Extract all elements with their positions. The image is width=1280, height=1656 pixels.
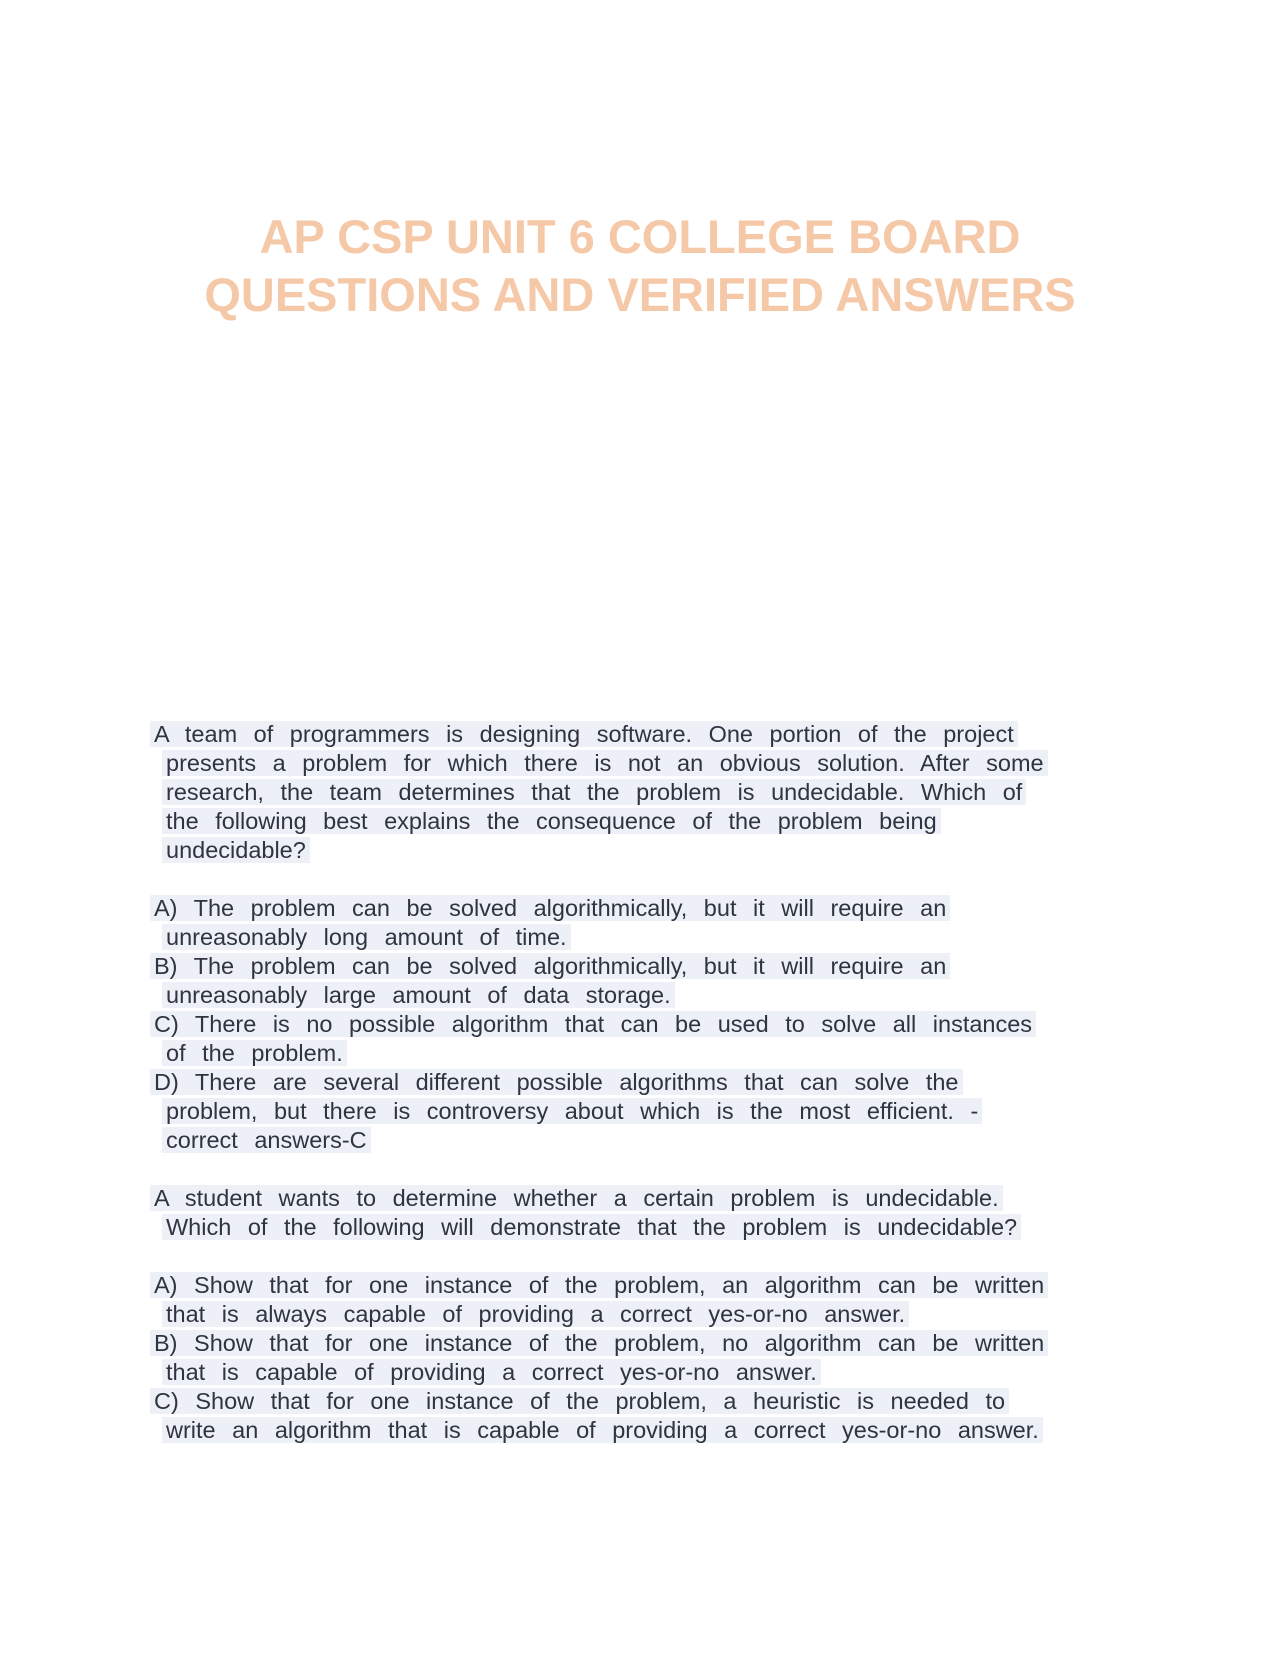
document-title xyxy=(0,208,1280,324)
question-2 xyxy=(150,1184,1130,1445)
text-line: undecidable? xyxy=(162,837,310,863)
paragraph-gap xyxy=(150,1155,1130,1184)
option-line: A) The problem can be solved algorithmically, but it will require an xyxy=(150,895,950,921)
option-line: B) The problem can be solved algorithmically, but it will require an xyxy=(150,953,950,979)
text-line: A student wants to determine whether a certain problem is undecidable. xyxy=(150,1185,1003,1211)
paragraph-gap xyxy=(150,1242,1130,1271)
option-line: that is always capable of providing a correct yes-or-no answer. xyxy=(162,1301,909,1327)
option-line: C) There is no possible algorithm that can be used to solve all instances xyxy=(150,1011,1036,1037)
option-line: of the problem. xyxy=(162,1040,347,1066)
paragraph-gap xyxy=(150,865,1130,894)
answer-line: correct answers-C xyxy=(162,1127,371,1153)
option-line: unreasonably long amount of time. xyxy=(162,924,571,950)
question-1-options xyxy=(150,894,1130,1155)
question-1-stem xyxy=(150,720,1130,865)
option-line: D) There are several different possible algorithms that can solve the xyxy=(150,1069,963,1095)
text-line: Which of the following will demonstrate that the problem is undecidable? xyxy=(162,1214,1021,1240)
text-line: research, the team determines that the problem is undecidable. Which of xyxy=(162,779,1026,805)
option-line: write an algorithm that is capable of providing a correct yes-or-no answer. xyxy=(162,1417,1043,1443)
text-line: presents a problem for which there is not an obvious solution. After some xyxy=(162,750,1048,776)
text-line: the following best explains the consequence of the problem being xyxy=(162,808,941,834)
option-line: problem, but there is controversy about which is the most efficient. - xyxy=(162,1098,982,1124)
question-2-options xyxy=(150,1271,1130,1445)
option-line: unreasonably large amount of data storage. xyxy=(162,982,675,1008)
option-line: A) Show that for one instance of the problem, an algorithm can be written xyxy=(150,1272,1048,1298)
title-line-2: QUESTIONS AND VERIFIED ANSWERS xyxy=(204,268,1076,321)
option-line: B) Show that for one instance of the problem, no algorithm can be written xyxy=(150,1330,1048,1356)
title-line-1: AP CSP UNIT 6 COLLEGE BOARD xyxy=(259,210,1021,263)
question-2-stem xyxy=(150,1184,1130,1242)
document-body xyxy=(150,720,1130,1445)
text-line: A team of programmers is designing software. One portion of the project xyxy=(150,721,1018,747)
option-line: that is capable of providing a correct yes-or-no answer. xyxy=(162,1359,821,1385)
option-line: C) Show that for one instance of the problem, a heuristic is needed to xyxy=(150,1388,1009,1414)
question-1 xyxy=(150,720,1130,1155)
